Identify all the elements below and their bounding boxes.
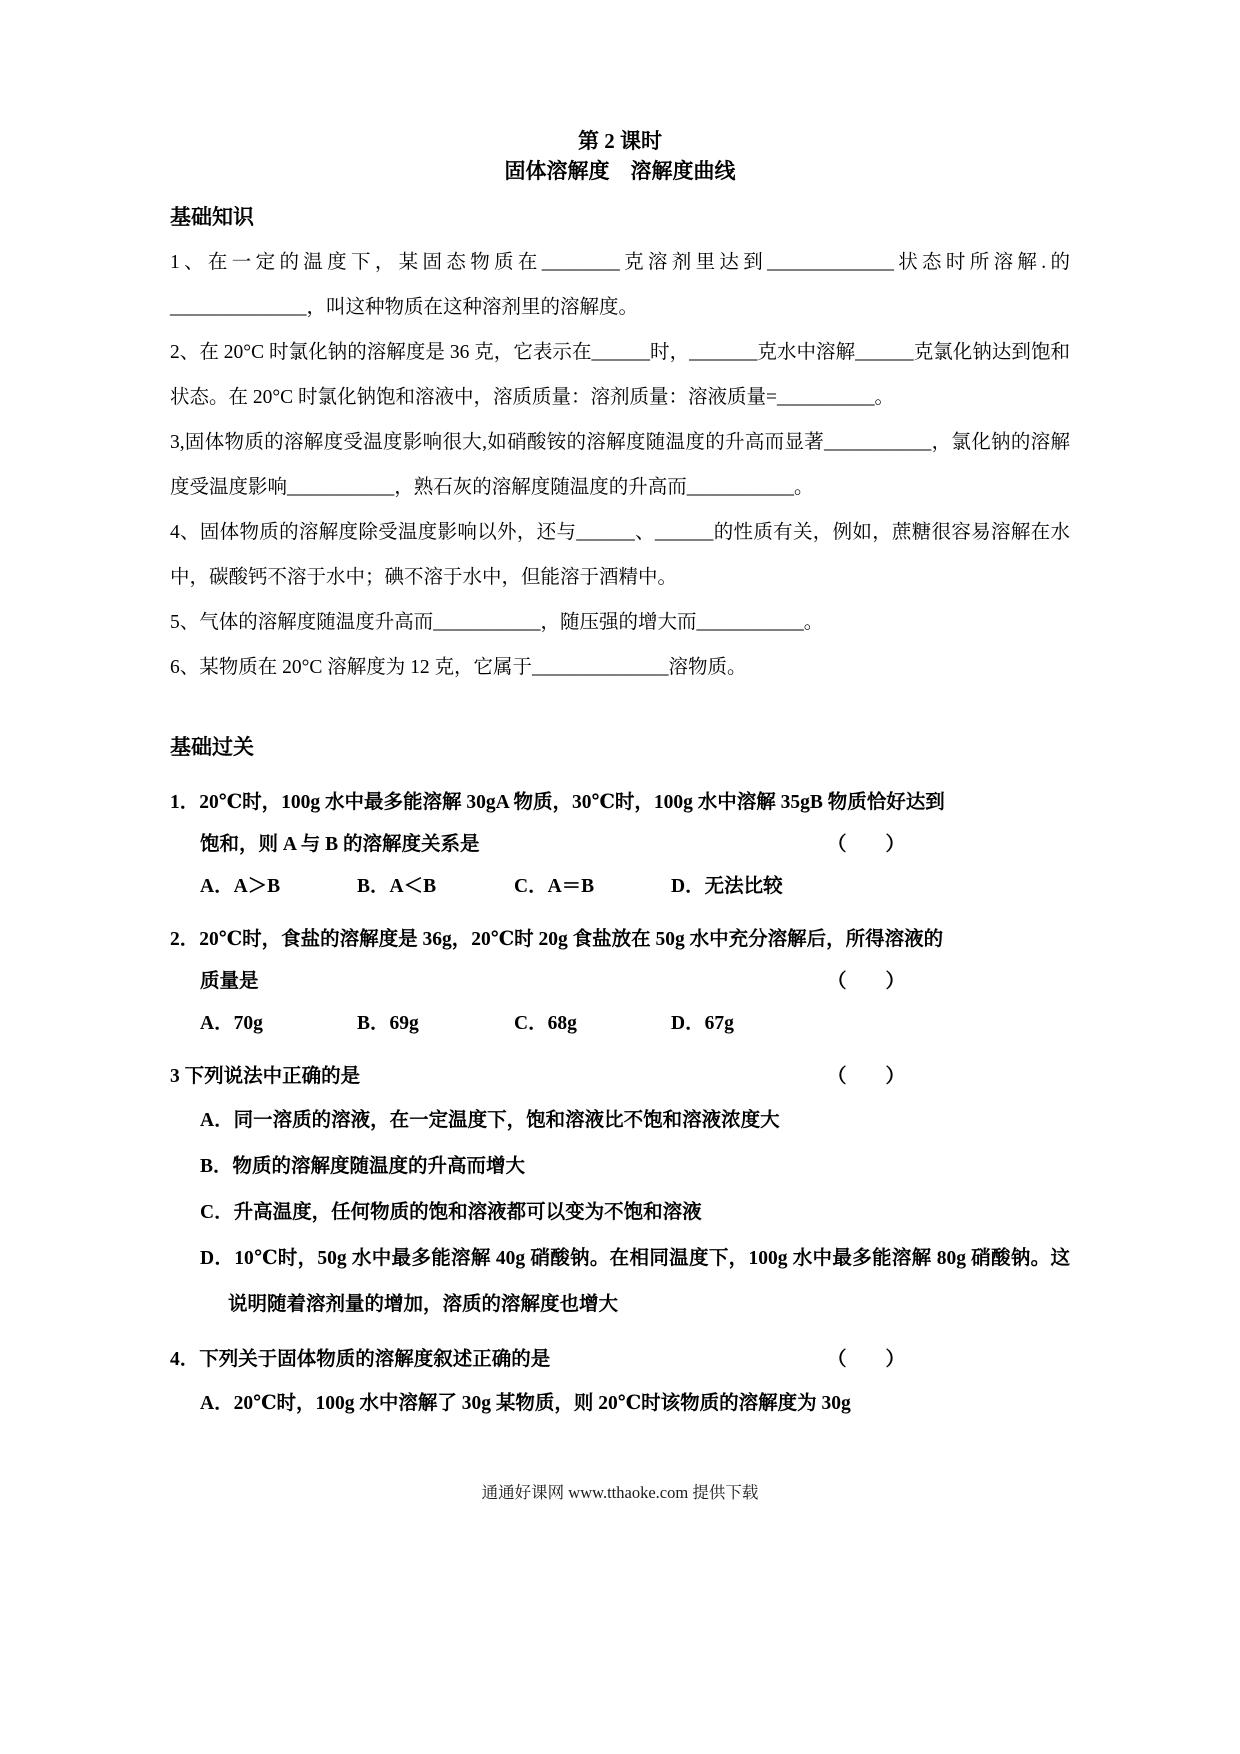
question-3-stem-text: 3 下列说法中正确的是 <box>170 1066 361 1087</box>
question-4-stem-line-1 <box>170 1339 1070 1381</box>
knowledge-item-1: 1、在一定的温度下，某固态物质在________克溶剂里达到_____________状态时所溶解.的______________，叫这种物质在这种溶剂里的溶解度。 <box>170 252 1070 318</box>
question-1-option-d: D．无法比较 <box>671 876 783 897</box>
question-1-stem-text: 饱和，则 A 与 B 的溶解度关系是 <box>200 834 480 855</box>
knowledge-section <box>170 240 1070 690</box>
knowledge-item-2: 2、在 20°C 时氯化钠的溶解度是 36 克，它表示在______时，_______克水中溶解______克氯化钠达到饱和状态。在 20°C 时氯化钠饱和溶液中，溶质质量：溶剂质量：溶液质量=__________。 <box>170 342 1070 408</box>
question-1-options <box>200 866 1070 908</box>
question-4-options <box>200 1381 1070 1427</box>
knowledge-item-3: 3,固体物质的溶解度受温度影响很大,如硝酸铵的溶解度随温度的升高而显著___________，氯化钠的溶解度受温度影响___________，熟石灰的溶解度随温度的升高而___________。 <box>170 432 1070 498</box>
page-footer: 通通好课网 www.tthaoke.com 提供下载 <box>481 1483 759 1502</box>
question-3-answer-bracket: （ ） <box>826 1066 905 1087</box>
question-3-option-c: C．升高温度，任何物质的饱和溶液都可以变为不饱和溶液 <box>200 1202 702 1223</box>
question-1-option-c: C．A＝B <box>514 876 595 897</box>
question-1-stem-line-2 <box>200 824 1070 866</box>
question-1 <box>170 782 1070 908</box>
question-2-stem-line-1: 2．20℃时，食盐的溶解度是 36g，20℃时 20g 食盐放在 50g 水中充分溶解后，所得溶液的 <box>170 929 944 950</box>
question-2-option-b: B．69g <box>357 1013 419 1034</box>
question-1-answer-bracket: （ ） <box>826 834 905 855</box>
question-1-option-b: B．A＜B <box>357 876 437 897</box>
doc-title-line-2: 固体溶解度 溶解度曲线 <box>504 159 736 183</box>
question-3-options <box>200 1098 1070 1328</box>
doc-title-line-1: 第 2 课时 <box>578 129 662 153</box>
question-2 <box>170 919 1070 1045</box>
question-3-stem-line-1 <box>170 1056 1070 1098</box>
question-4-stem-text: 4．下列关于固体物质的溶解度叙述正确的是 <box>170 1349 551 1370</box>
question-2-option-a: A．70g <box>200 1013 263 1034</box>
knowledge-item-4: 4、固体物质的溶解度除受温度影响以外，还与______、______的性质有关，例如，蔗糖很容易溶解在水中，碳酸钙不溶于水中；碘不溶于水中，但能溶于酒精中。 <box>170 522 1070 588</box>
section-heading-knowledge: 基础知识 <box>170 205 254 229</box>
knowledge-item-5: 5、气体的溶解度随温度升高而___________，随压强的增大而___________。 <box>170 612 824 633</box>
question-3-option-d: D．10℃时，50g 水中最多能溶解 40g 硝酸钠。在相同温度下，100g 水中最多能溶解 80g 硝酸钠。这说明随着溶剂量的增加，溶质的溶解度也增大 <box>200 1248 1070 1315</box>
question-2-options <box>200 1003 1070 1045</box>
knowledge-item-6: 6、某物质在 20°C 溶解度为 12 克，它属于______________溶物质。 <box>170 657 747 678</box>
question-1-option-a: A．A＞B <box>200 876 281 897</box>
question-3-option-a: A．同一溶质的溶液，在一定温度下，饱和溶液比不饱和溶液浓度大 <box>200 1110 780 1131</box>
question-4 <box>170 1339 1070 1427</box>
question-4-option-a: A．20℃时，100g 水中溶解了 30g 某物质，则 20℃时该物质的溶解度为 30g <box>200 1393 851 1414</box>
question-3 <box>170 1056 1070 1328</box>
question-4-answer-bracket: （ ） <box>826 1349 905 1370</box>
question-3-option-b: B．物质的溶解度随温度的升高而增大 <box>200 1156 526 1177</box>
section-heading-practice: 基础过关 <box>170 735 254 759</box>
question-2-answer-bracket: （ ） <box>826 971 905 992</box>
question-2-option-c: C．68g <box>514 1013 577 1034</box>
question-2-stem-line-2 <box>200 961 1070 1003</box>
question-2-option-d: D．67g <box>671 1013 734 1034</box>
question-1-stem-line-1: 1．20℃时，100g 水中最多能溶解 30gA 物质，30℃时，100g 水中溶解 35gB 物质恰好达到 <box>170 792 945 813</box>
question-2-stem-text: 质量是 <box>200 971 259 992</box>
